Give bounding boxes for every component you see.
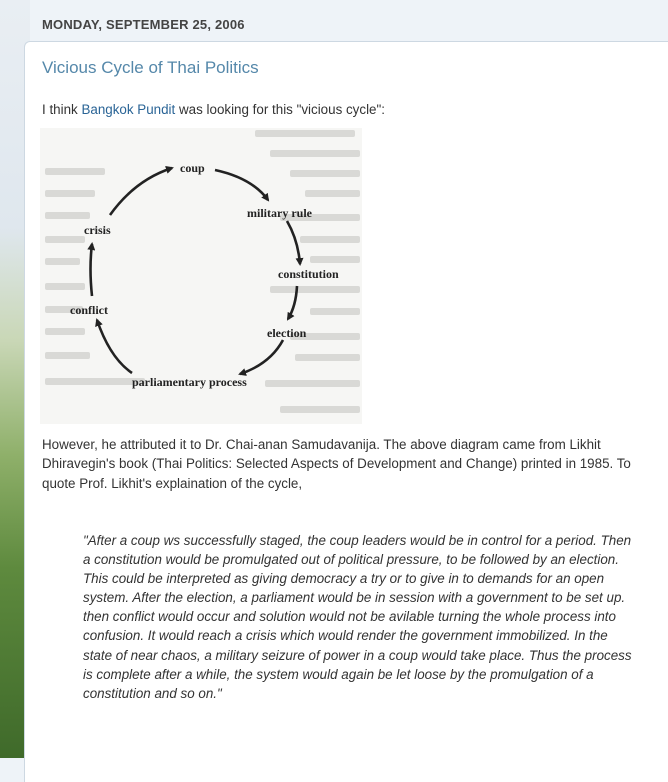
node-military-rule: military rule — [247, 206, 312, 220]
post-title[interactable]: Vicious Cycle of Thai Politics — [42, 58, 259, 77]
vicious-cycle-diagram — [40, 128, 362, 424]
arrow-constitution-to-election — [288, 286, 297, 319]
arrow-military-to-constitution — [287, 221, 300, 264]
intro-text — [42, 102, 385, 117]
arrow-coup-to-military — [215, 170, 268, 200]
node-conflict: conflict — [70, 303, 108, 317]
bangkok-pundit-link[interactable]: Bangkok Pundit — [81, 102, 176, 117]
node-election: election — [267, 326, 307, 340]
arrow-election-to-parliamentary — [240, 340, 283, 374]
intro-before: I think — [42, 102, 82, 117]
arrow-conflict-to-crisis — [91, 244, 93, 296]
intro-after: was looking for this "vicious cycle": — [175, 102, 385, 117]
node-parliamentary-process: parliamentary process — [132, 375, 247, 389]
node-constitution: constitution — [278, 267, 339, 281]
arrow-parliamentary-to-conflict — [97, 320, 132, 373]
blockquote: "After a coup ws successfully staged, the coup leaders would be in control for a period. Then a constitution would be promulgated out of political pressure, to be followed by an election. This could be interpreted as giving democracy a try or to give in to demands for an open system. After the election, a parliament would be in session with a government to be set up. then conflict would occur and solution would not be avilable turning the whole process into confusion. It would reach a crisis which would render the government immobilized. In the state of near chaos, a military seizure of power in a coup would take place. Thus the process is complete after a while, the system would again be let loose by the promulgation of a constitution and so on." — [83, 533, 632, 701]
arrow-crisis-to-coup — [110, 168, 172, 215]
date-header: MONDAY, SEPTEMBER 25, 2006 — [42, 17, 245, 32]
node-crisis: crisis — [84, 223, 111, 237]
body-paragraph: However, he attributed it to Dr. Chai-anan Samudavanija. The above diagram came from Likhit Dhiravegin's book (Thai Politics: Selected Aspects of Development and Change) printed in 1985. To quote Prof. Likhit's explaination of the cycle, — [42, 437, 631, 491]
cycle-svg — [40, 128, 362, 424]
node-coup: coup — [180, 161, 205, 175]
